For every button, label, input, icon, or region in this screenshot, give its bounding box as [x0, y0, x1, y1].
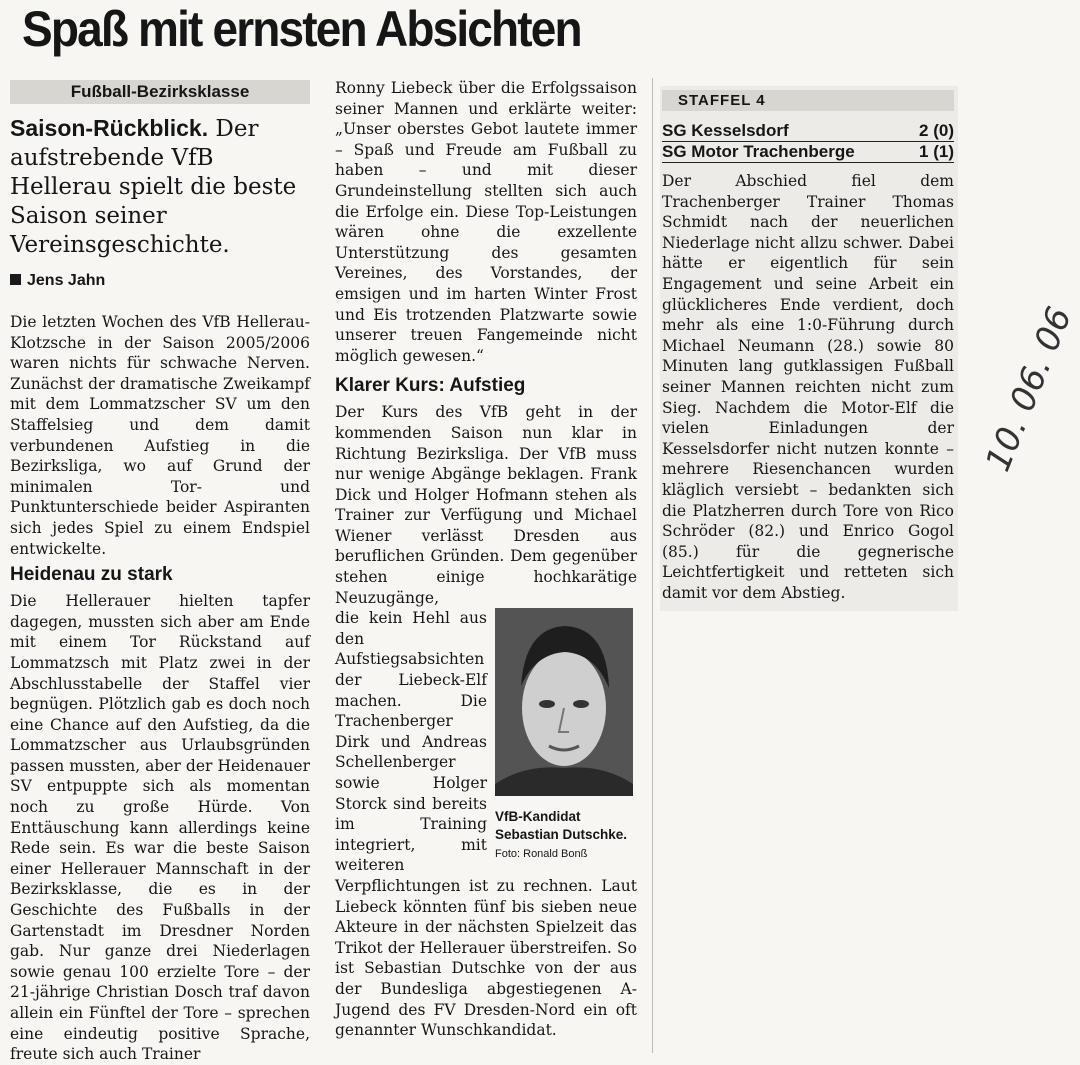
deck-rest: Der aufstrebende VfB Hellerau spielt die beste Saison seiner Vereinsgeschichte.	[10, 116, 297, 258]
results-box	[660, 86, 958, 611]
handwritten-date: 10. 06. 06	[978, 301, 1080, 477]
photo-caption	[495, 808, 637, 863]
column-divider	[652, 78, 653, 1053]
photo-block	[495, 608, 637, 863]
body-paragraph: die kein Hehl aus den Aufstiegsabsichten der Liebeck-Elf machen. Die Trachenberger Dirk und Andreas Schellenberger sowie Holger Storck sind bereits im Training integriert, mit weiteren Verpflichtungen ist zu rechnen. Laut Liebeck könnten fünf bis sieben neue Akteure in der nächsten Spielzeit das Trikot der Hellerauer überstreifen. So ist Sebastian Dutschke von der aus der Bundesliga abgestiegenen A-Jugend des FV Dresden-Nord ein oft genannter Wunschkandidat.	[335, 609, 637, 1040]
byline-square-icon	[10, 274, 21, 285]
body-paragraph: Die letzten Wochen des VfB Hellerau-Klotzsche in der Saison 2005/2006 waren nichts für schwache Nerven. Zunächst der dramatische Zweikampf mit dem Lommatzscher SV um den Staffelsieg und dem damit verbundenen Aufstieg in die Bezirksliga, wo auf Grund der minimalen Tor- und Punktunterschiede beider Aspiranten sich jedes Spiel zu einem Endspiel entwickelte.	[10, 313, 310, 558]
headline: Spaß mit ernsten Absichten	[22, 1, 581, 57]
subheading: Klarer Kurs: Aufstieg	[335, 375, 526, 397]
column-left	[10, 80, 310, 1065]
column-middle	[335, 78, 637, 1041]
result-row	[662, 142, 954, 163]
subheading: Heidenau zu stark	[10, 564, 173, 586]
body-paragraph: Der Kurs des VfB geht in der kommenden Saison nun klar in Richtung Bezirksliga. Der VfB muss nur wenige Abgänge beklagen. Frank Dick und Holger Hofmann stehen als Trainer zur Verfügung und Michael Wiener verlässt Dresden aus beruflichen Gründen. Dem gegenüber stehen einige hochkarätige Neuzugänge,	[335, 403, 637, 607]
score: 1 (1)	[919, 142, 954, 161]
match-report: Der Abschied fiel dem Trachenberger Trainer Thomas Schmidt nach der neuerlichen Niederlage nicht allzu schwer. Dabei hätte er eigentlich für sein Engagement und seine Arbeit ein glücklicheres Ende verdient, doch mehr als eine 1:0-Führung durch Michael Neumann (28.) sowie 80 Minuten lang gutklassigen Fußball seiner Mannen reichten nicht zum Sieg. Nachdem die Motor-Elf die vielen Einladungen der Kesselsdorfer nicht nutzen konnte – mehrere Riesenchancen wurden kläglich versiebt – bedankten sich die Platzherren durch Tore von Rico Schröder (82.) und Enrico Gogol (85.) für die gegnerische Leichtfertigkeit und retteten sich damit vor dem Abstieg.	[662, 172, 954, 602]
score: 2 (0)	[919, 121, 954, 140]
column-right	[660, 86, 958, 611]
body-paragraph: Ronny Liebeck über die Erfolgssaison seiner Mannen und erklärte weiter: „Unser oberstes Gebot lautete immer – Spaß und Freude am Fußball zu haben – und mit dieser Grundeinstellung stellten sich auch die Erfolge ein. Diese Top-Leistungen wären ohne die exzellente Unterstützung des gesamten Vereines, des Vorstandes, der emsigen und im harten Winter Frost und Eis trotzenden Platzwarte sowie unserer treuen Fangemeinde nicht möglich gewesen.“	[335, 79, 637, 365]
deck-lead: Saison-Rückblick.	[10, 115, 209, 141]
team-name: SG Motor Trachenberge	[662, 142, 855, 161]
section-kicker: Fußball-Bezirksklasse	[10, 80, 310, 104]
body-paragraph: Die Hellerauer hielten tapfer dagegen, mussten sich aber am Ende mit einem Tor Rückstand auf Lommatzsch mit Platz zwei in der Abschlusstabelle der Staffel vier begnügen. Plötzlich gab es doch noch eine Chance auf den Aufstieg, da die Lommatzscher aus Urlaubsgründen passen mussten, aber der Heidenauer SV entpuppte sich als momentan noch zu große Hürde. Von Enttäuschung kann allerdings keine Rede sein. Es war die beste Saison einer Hellerauer Mannschaft in der Bezirksklasse, die es in der Geschichte des Fußballs in der Gartenstadt im Dresdner Norden gab. Nur ganze drei Niederlagen sowie genau 100 erzielte Tore – der 21-jährige Christian Dosch traf davon allein ein Fünftel der Tore – sprechen eine eindeutig positive Sprache, freute sich auch Trainer	[10, 592, 310, 1064]
article-deck	[10, 114, 310, 260]
result-row	[662, 121, 954, 142]
staffel-label: STAFFEL 4	[662, 90, 954, 111]
byline	[10, 272, 310, 290]
caption-text: VfB-Kandidat Sebastian Dutschke.	[495, 809, 628, 843]
author-name: Jens Jahn	[27, 272, 106, 289]
team-name: SG Kesselsdorf	[662, 121, 789, 140]
photo-credit: Foto: Ronald Bonß	[495, 848, 588, 861]
player-photo	[495, 608, 633, 796]
